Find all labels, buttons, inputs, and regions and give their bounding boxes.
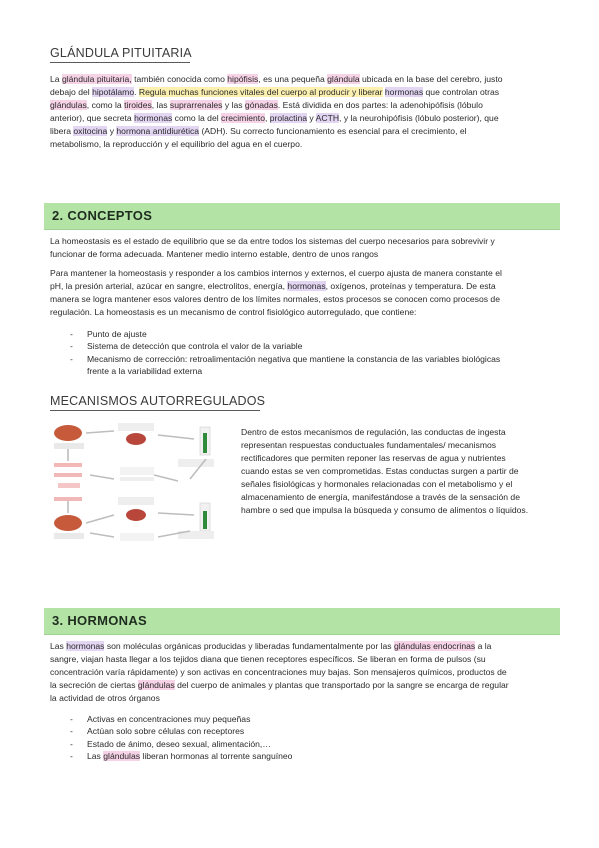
para-line: debajo del hipotálamo. Regula muchas funciones vitales del cuerpo al producir y liberar hormonas que controlan otras [50, 87, 500, 97]
para-line: Para mantener la homeostasis y responder a los cambios internos y externos, el cuerpo ajusta de manera constante el [50, 268, 502, 278]
heading-rule [44, 229, 560, 230]
diagram-svg [50, 419, 230, 557]
para-line: libera oxitocina y hormona antidiurética (ADH). Su correcto funcionamiento es esencial para el crecimiento, el [50, 126, 467, 136]
list-item: - Sistema de detección que controla el valor de la variable [70, 340, 560, 352]
hormonas-list [70, 713, 560, 763]
para-line: manera se logra mantener esos valores dentro de los límites normales, estos procesos se conocen como procesos de [50, 294, 500, 304]
para-line: concentración varía rápidamente) y son activas en concentraciones muy bajas. Son mensajeros químicos, productos de [50, 667, 507, 677]
para-line: La glándula pituitaria, también conocida como hipófisis, es una pequeña glándula ubicada en la base del cerebro, justo [50, 74, 503, 84]
list-item-continuation: frente a la variabilidad externa [87, 366, 203, 376]
para-line: señales fisiológicas y hormonales relacionadas con el metabolismo y el [241, 479, 513, 489]
list-item: - Mecanismo de corrección: retroalimentación negativa que mantiene la constancia de las variables biológicas [70, 353, 560, 365]
para-line: glándulas, como la tiroides, las suprarrenales y las gónadas. Está dividida en dos partes: la adenohipófisis (lóbulo [50, 100, 483, 110]
section-heading-hormonas: 3. HORMONAS [44, 608, 560, 634]
para-line: la secreción de ciertas glándulas del cuerpo de animales y plantas que transportado por la sangre se encarga de regular [50, 680, 509, 690]
heading-rule [44, 634, 560, 635]
para-line: cuando estas se ven comprometidas. Estas conductas surgen a partir de [241, 466, 519, 476]
para-line: sangre, viajan hasta llegar a los tejidos diana que tienen receptores específicos. Se liberan en forma de pulsos (su [50, 654, 486, 664]
section-title-mecanismos: MECANISMOS AUTORREGULADOS [50, 394, 266, 408]
list-item: - Estado de ánimo, deseo sexual, alimentación,… [70, 738, 560, 750]
para-line: La homeostasis es el estado de equilibrio que se da entre todos los sistemas del cuerpo necesarios para sobrevivir y [50, 236, 495, 246]
homeostasis-diagram-image [50, 419, 230, 557]
list-item: - Las glándulas liberan hormonas al torrente sanguíneo [70, 750, 560, 762]
para-line: Las hormonas son moléculas orgánicas producidas y liberadas fundamentalmente por las glándulas endocrinas a la [50, 641, 492, 651]
list-item: - Actúan solo sobre células con receptores [70, 725, 560, 737]
para-line: anterior), que secreta hormonas como la del crecimiento, prolactina y ACTH, y la neurohipófisis (lóbulo posterior), que [50, 113, 499, 123]
para-line: pH, la presión arterial, azúcar en sangre, electrolitos, energía, hormonas, oxígenos, proteínas y temperatura. De esta [50, 281, 496, 291]
section-title-pituitaria: GLÁNDULA PITUITARIA [50, 46, 192, 60]
para-line: representan respuestas conductuales fundamentales/ mecanismos [241, 440, 497, 450]
para-line: funcionar de forma adecuada. Mantener medio interno estable, dentro de unos rangos [50, 249, 379, 259]
para-line: metabolismo, la reproducción y el equilibrio del agua en el cuerpo. [50, 139, 303, 149]
section-heading-conceptos: 2. CONCEPTOS [44, 203, 560, 229]
para-line: rectificadores que permiten reponer las reservas de agua y nutrientes [241, 453, 506, 463]
list-item: - Punto de ajuste [70, 328, 560, 340]
para-line: Dentro de estos mecanismos de regulación, las conductas de ingesta [241, 427, 506, 437]
para-line: regulación. La homeostasis es un mecanismo de control fisiológico autorregulado, que contiene: [50, 307, 417, 317]
homeostasis-list [70, 328, 560, 365]
list-item: - Activas en concentraciones muy pequeñas [70, 713, 560, 725]
para-line: la actividad de otros órganos [50, 693, 160, 703]
title-underline [50, 62, 190, 63]
title-underline [50, 410, 260, 411]
para-line: almacenamiento de energía, manifestándose a través de la sensación de [241, 492, 520, 502]
para-line: hambre o sed que impulsa la búsqueda y consumo de alimentos o líquidos. [241, 505, 529, 515]
